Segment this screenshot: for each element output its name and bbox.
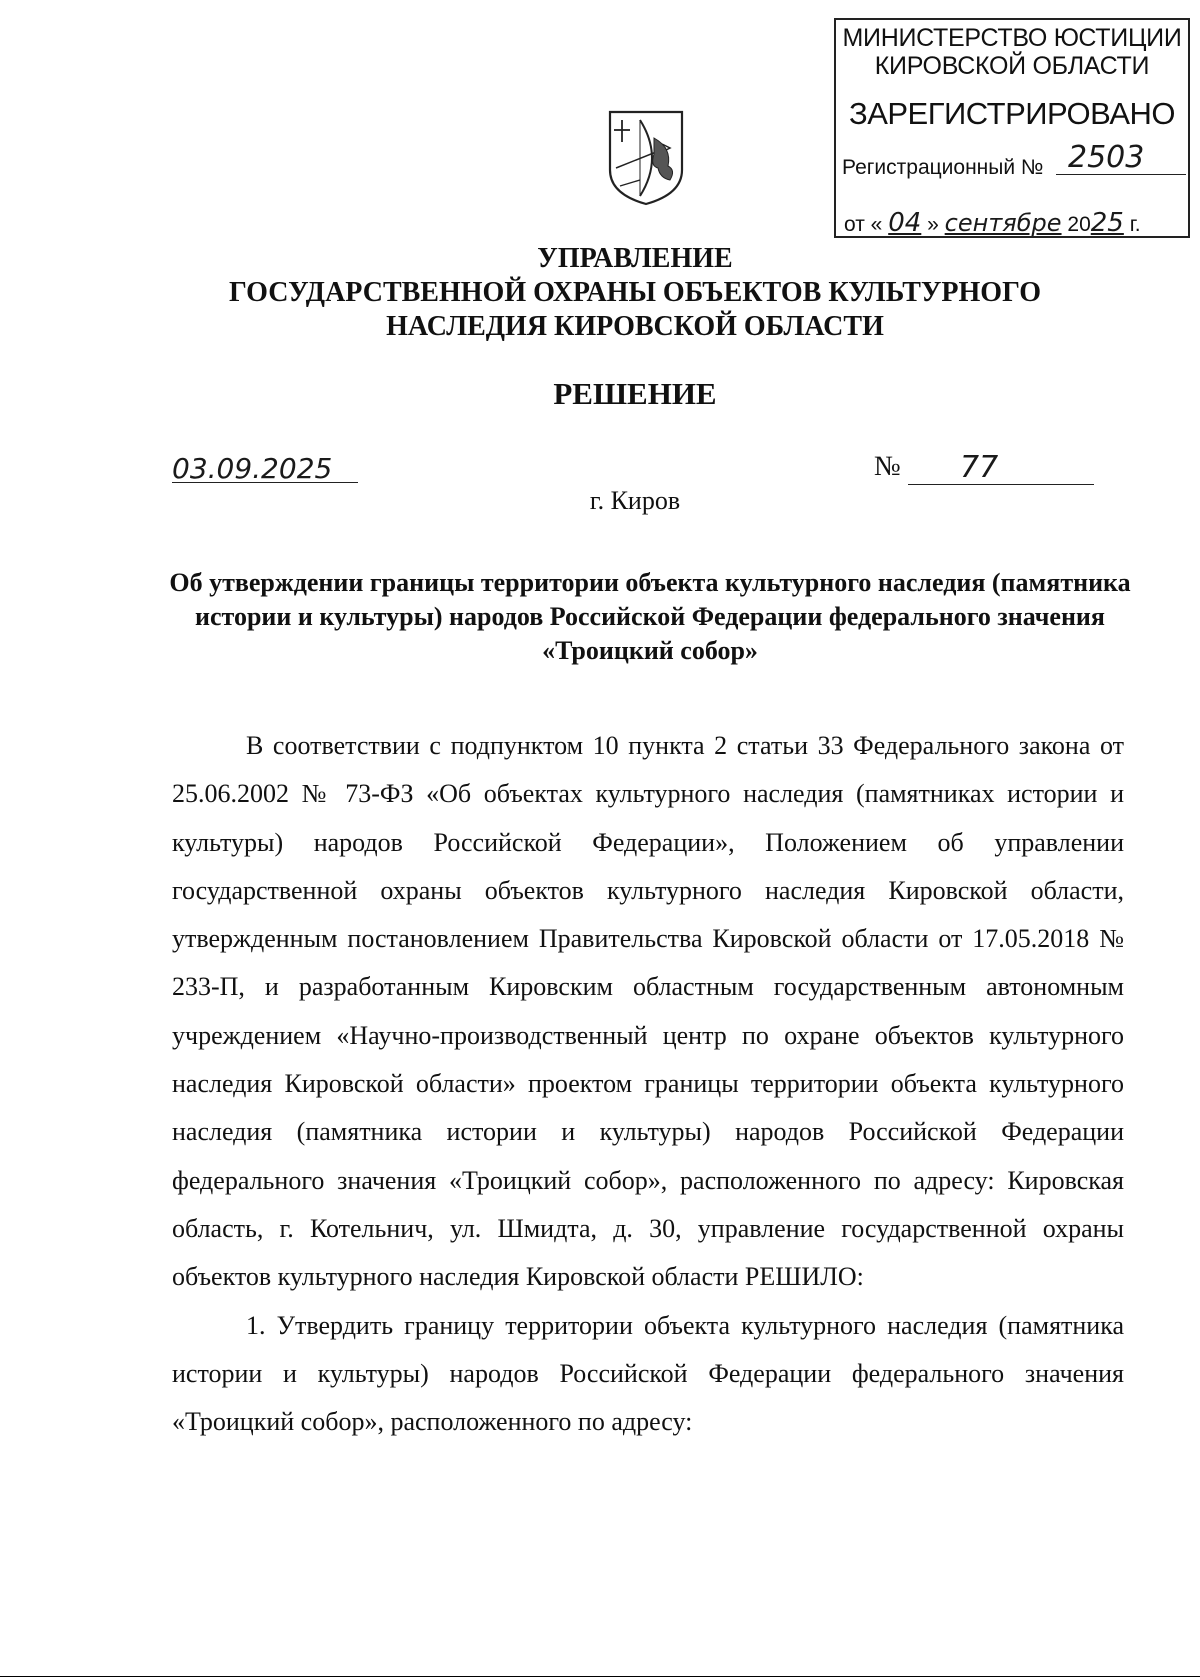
stamp-status: ЗАРЕГИСТРИРОВАНО — [848, 96, 1175, 131]
header-line2: ГОСУДАРСТВЕННОЙ ОХРАНЫ ОБЪЕКТОВ КУЛЬТУРНОГО — [229, 277, 1041, 308]
body-paragraph: В соответствии с подпунктом 10 пункта 2 статьи 33 Федерального закона от 25.06.2002 № 73-ФЗ «Об объектах культурного наследия (памятниках истории и культуры) народов Российской Федерации», Положением об управлении государственной охраны объектов культурного наследия Кировской области, утвержденным постановлением Правительства Кировской области от 17.05.2018 № 233-П, и разработанным Кировским областным государственным автономным учреждением «Научно-производственный центр по охране объектов культурного наследия Кировской области» проектом границы территории объекта культурного наследия (памятника истории и культуры) народов Российской Федерации федерального значения «Троицкий собор», расположенного по адресу: Кировская область, г. Котельнич, ул. Шмидта, д. 30, управление государственной охраны объектов культурного наследия Кировской области РЕШИЛО: — [172, 731, 1124, 1292]
body-item-1: 1. Утвердить границу территории объекта культурного наследия (памятника истории и культуры) народов Российской Федерации федерального значения «Троицкий собор», расположенного по адресу: — [172, 1310, 1124, 1437]
document-date-line — [172, 452, 358, 483]
document-city: г. Киров — [589, 486, 681, 515]
stamp-reg-number: 2503 — [1068, 140, 1145, 175]
stamp-date-month: сентябре — [944, 209, 1062, 237]
coat-of-arms-icon — [606, 108, 686, 208]
stamp-year-prefix: 20 — [1067, 213, 1091, 236]
stamp-organization — [836, 24, 1188, 80]
document-type: РЕШЕНИЕ — [553, 376, 717, 411]
registration-stamp — [834, 18, 1190, 238]
document-subject: Об утверждении границы территории объекта культурного наследия (памятника истории и культуры) народов Российской Федерации федерального значения «Троицкий собор» — [169, 568, 1131, 665]
stamp-date-prefix: от « — [844, 213, 883, 236]
header-line1: УПРАВЛЕНИЕ — [537, 243, 733, 274]
document-number: 77 — [960, 450, 999, 485]
document-body — [172, 722, 1124, 1446]
stamp-reg-row — [842, 140, 1145, 180]
stamp-date-row — [844, 208, 1186, 238]
header-line3: НАСЛЕДИЯ КИРОВСКОЙ ОБЛАСТИ — [386, 311, 884, 342]
stamp-year-suffix: 25 — [1090, 208, 1124, 238]
stamp-org-line2: КИРОВСКОЙ ОБЛАСТИ — [874, 52, 1150, 80]
stamp-date-day: 04 — [888, 208, 922, 238]
stamp-reg-label: Регистрационный № — [842, 156, 1044, 179]
stamp-org-line1: МИНИСТЕРСТВО ЮСТИЦИИ — [842, 24, 1182, 52]
stamp-reg-number-line — [1056, 140, 1186, 175]
number-label: № — [874, 451, 901, 482]
stamp-year-end: г. — [1129, 213, 1141, 236]
stamp-date-sep: » — [927, 213, 939, 236]
document-number-line — [908, 452, 1094, 485]
page-bottom-rule — [0, 1676, 1200, 1677]
document-date: 03.09.2025 — [172, 452, 333, 485]
